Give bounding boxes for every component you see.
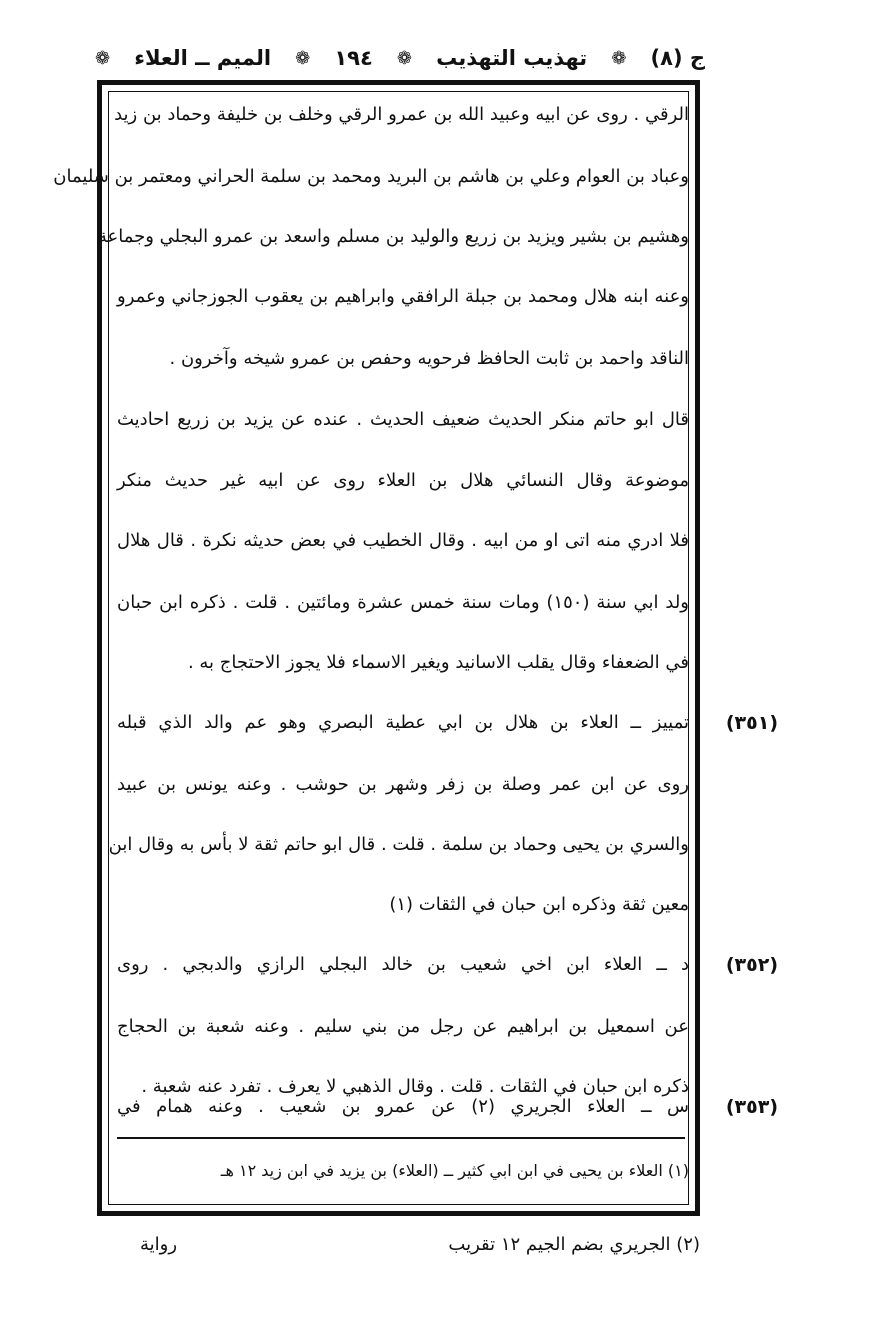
text-line: الناقد واحمد بن ثابت الحافظ فرحويه وحفص بن عمرو شيخه وآخرون . [169, 348, 689, 369]
text-line: والسري بن يحيى وحماد بن سلمة . قلت . قال ابو حاتم ثقة لا بأس به وقال ابن [108, 834, 689, 855]
text-line: قال ابو حاتم منكر الحديث ضعيف الحديث . عنده عن يزيد بن زريع احاديث [117, 409, 689, 430]
ornament-icon: ❁ [95, 47, 111, 69]
ornament-icon: ❁ [295, 47, 311, 69]
text-line: تمييز ــ العلاء بن هلال بن ابي عطية البصري وهو عم والد الذي قبله [117, 712, 689, 733]
text-line: وعنه ابنه هلال ومحمد بن جبلة الرافقي وابراهيم بن يعقوب الجوزجاني وعمرو [117, 286, 689, 307]
page-number: ١٩٤ [334, 46, 373, 70]
text-line: س ــ العلاء الجريري (٢) عن عمرو بن شعيب . وعنه همام في [117, 1096, 689, 1117]
page-header [95, 38, 705, 78]
text-line: وهشيم بن بشير ويزيد بن زريع والوليد بن مسلم واسعد بن عمرو البجلي وجماعة [97, 226, 689, 247]
entry-number: (٣٥١) [725, 712, 778, 734]
catchword: رواية [140, 1234, 178, 1255]
footnote-divider [117, 1137, 685, 1139]
text-line: الرقي . روى عن ابيه وعبيد الله بن عمرو الرقي وخلف بن خليفة وحماد بن زيد [114, 104, 689, 125]
text-line: د ــ العلاء ابن اخي شعيب بن خالد البجلي الرازي والدبجي . روى [117, 954, 689, 975]
text-line: موضوعة وقال النسائي هلال بن العلاء روى عن ابيه غير حديث منكر [117, 470, 689, 491]
text-line: في الضعفاء وقال يقلب الاسانيد ويغير الاسماء فلا يجوز الاحتجاج به . [187, 652, 689, 673]
text-line: ذكره ابن حبان في الثقات . قلت . وقال الذهبي لا يعرف . تفرد عنه شعبة . [141, 1076, 689, 1097]
book-title: تهذيب التهذيب [436, 46, 588, 70]
footnote-2: (٢) الجريري بضم الجيم ١٢ تقريب [448, 1234, 700, 1255]
text-line: فلا ادري منه اتى او من ابيه . وقال الخطيب في بعض حديثه نكرة . قال هلال [117, 530, 689, 551]
text-line: ولد ابي سنة (١٥٠) ومات سنة خمس عشرة ومائتين . قلت . ذكره ابن حبان [117, 592, 690, 613]
entry-number: (٣٥٣) [725, 1096, 778, 1118]
volume-label: ج (٨) [650, 46, 705, 70]
footnote-1: (١) العلاء بن يحيى في ابن ابي كثير ــ (العلاء) بن يزيد في ابن زيد ١٢ هـ [220, 1161, 689, 1180]
text-line: معين ثقة وذكره ابن حبان في الثقات (١) [389, 894, 689, 915]
text-line: روى عن ابن عمر وصلة بن زفر وشهر بن حوشب . وعنه يونس بن عبيد [117, 774, 689, 795]
text-line: وعباد بن العوام وعلي بن هاشم بن البريد ومحمد بن سلمة الحراني ومعتمر بن سليمان [53, 166, 689, 187]
ornament-icon: ❁ [611, 47, 627, 69]
entry-number: (٣٥٢) [725, 954, 778, 976]
text-line: عن اسمعيل بن ابراهيم عن رجل من بني سليم . وعنه شعبة بن الحجاج [117, 1016, 689, 1037]
below-frame-row [140, 1230, 700, 1260]
section-title: الميم ــ العلاء [134, 46, 272, 70]
ornament-icon: ❁ [396, 47, 413, 69]
